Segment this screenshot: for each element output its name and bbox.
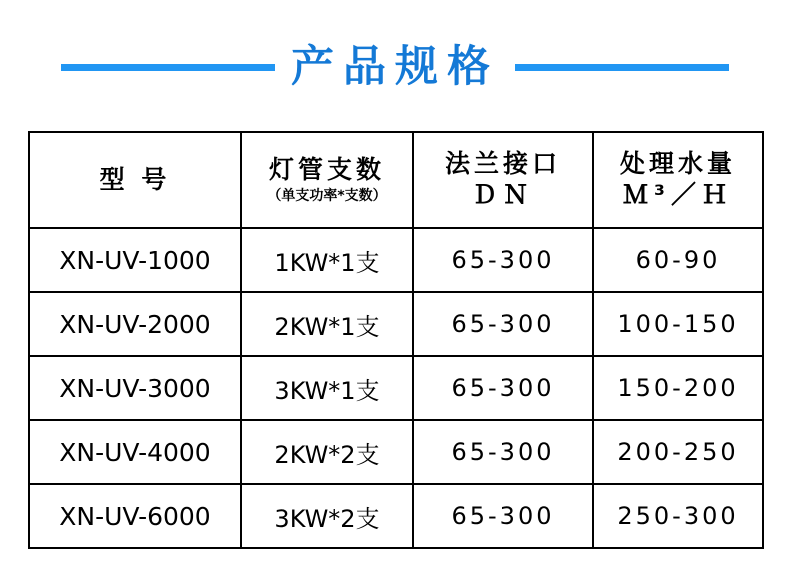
table-row (29, 292, 763, 356)
table-row (29, 420, 763, 484)
column-header-lamp (241, 132, 413, 228)
table-row (29, 484, 763, 548)
table-body (29, 228, 763, 548)
cell-capacity: 200-250 (593, 420, 763, 484)
column-header-model (29, 132, 241, 228)
cell-capacity: 250-300 (593, 484, 763, 548)
title-rule-left (61, 64, 275, 71)
cell-flange: 65-300 (413, 356, 593, 420)
table-row (29, 228, 763, 292)
cell-capacity: 150-200 (593, 356, 763, 420)
spec-table-container (28, 131, 762, 549)
page-title: 产品规格 (291, 41, 499, 92)
cell-lamp: 2KW*2支 (241, 420, 413, 484)
cell-flange: 65-300 (413, 420, 593, 484)
column-header-flange (413, 132, 593, 228)
cell-flange: 65-300 (413, 292, 593, 356)
cell-lamp: 1KW*1支 (241, 228, 413, 292)
cell-model: XN-UV-3000 (29, 356, 241, 420)
page-title-band (0, 34, 790, 100)
column-header-flange-unit: ＤＮ (471, 180, 534, 209)
spec-table (28, 131, 764, 549)
column-header-model-label: 型 号 (99, 164, 171, 194)
cell-model: XN-UV-6000 (29, 484, 241, 548)
cell-capacity: 60-90 (593, 228, 763, 292)
cell-lamp: 3KW*2支 (241, 484, 413, 548)
table-header-row (29, 132, 763, 228)
title-rule-right (515, 64, 729, 71)
cell-model: XN-UV-1000 (29, 228, 241, 292)
cell-lamp: 2KW*1支 (241, 292, 413, 356)
cell-model: XN-UV-4000 (29, 420, 241, 484)
cell-flange: 65-300 (413, 484, 593, 548)
column-header-lamp-label: 灯管支数 (268, 154, 385, 184)
column-header-flange-label: 法兰接口 (444, 149, 561, 179)
column-header-capacity-label: 处理水量 (619, 149, 736, 179)
column-header-capacity (593, 132, 763, 228)
cell-capacity: 100-150 (593, 292, 763, 356)
cell-flange: 65-300 (413, 228, 593, 292)
column-header-lamp-sublabel: （单支功率*支数） (267, 188, 387, 205)
table-header (29, 132, 763, 228)
cell-model: XN-UV-2000 (29, 292, 241, 356)
table-row (29, 356, 763, 420)
column-header-capacity-unit: Ｍ³／Ｈ (623, 180, 733, 209)
cell-lamp: 3KW*1支 (241, 356, 413, 420)
